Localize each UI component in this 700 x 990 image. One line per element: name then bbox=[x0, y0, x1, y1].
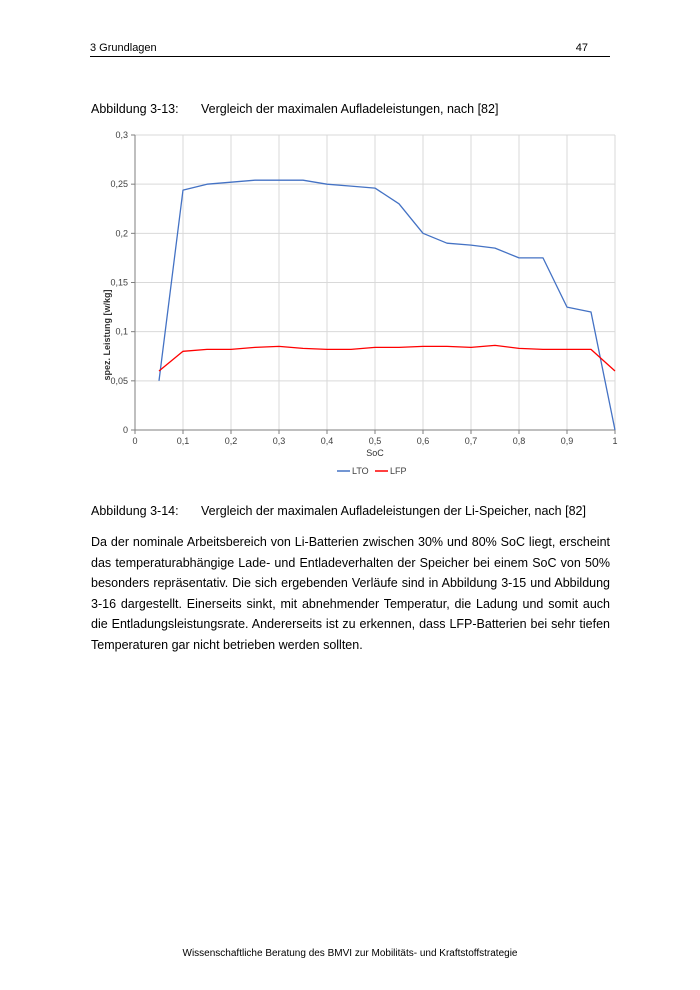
figure-caption-3-14 bbox=[91, 504, 586, 518]
page-footer: Wissenschaftliche Beratung des BMVI zur Mobilitäts- und Kraftstoffstrategie bbox=[182, 948, 518, 959]
y-tick-label: 0,15 bbox=[110, 277, 128, 288]
x-tick-label: 1 bbox=[612, 436, 618, 446]
series-line-lto bbox=[159, 180, 615, 430]
legend-label-lto: LTO bbox=[352, 466, 369, 476]
figure-caption-3-13 bbox=[91, 102, 498, 116]
figure-number: Abbildung 3-14: bbox=[91, 504, 179, 518]
x-tick-label: 0 bbox=[132, 436, 138, 446]
x-tick-label: 0,6 bbox=[416, 436, 430, 446]
figure-title: Vergleich der maximalen Aufladeleistungen, nach [82] bbox=[201, 102, 499, 116]
y-tick-label: 0,1 bbox=[115, 326, 128, 337]
page-number: 47 bbox=[575, 42, 588, 54]
x-tick-label: 0,7 bbox=[464, 436, 478, 446]
x-tick-label: 0,1 bbox=[176, 436, 190, 446]
x-tick-label: 0,8 bbox=[512, 436, 526, 446]
chart-axes bbox=[110, 130, 617, 446]
series-line-lfp bbox=[159, 345, 615, 371]
chart-series bbox=[159, 180, 615, 430]
figure-title: Vergleich der maximalen Aufladeleistungen der Li-Speicher, nach [82] bbox=[201, 504, 586, 518]
x-axis-label: SoC bbox=[366, 448, 384, 458]
y-tick-label: 0,05 bbox=[110, 375, 128, 386]
legend-label-lfp: LFP bbox=[390, 466, 407, 476]
y-tick-label: 0 bbox=[122, 425, 128, 435]
page-header bbox=[90, 42, 610, 57]
x-tick-label: 0,5 bbox=[368, 436, 382, 446]
x-tick-label: 0,2 bbox=[224, 436, 238, 446]
line-chart bbox=[90, 124, 630, 484]
chart-legend bbox=[337, 466, 407, 476]
x-tick-label: 0,3 bbox=[272, 436, 286, 446]
y-tick-label: 0,3 bbox=[115, 130, 128, 140]
y-tick-label: 0,25 bbox=[110, 179, 128, 190]
figure-number: Abbildung 3-13: bbox=[91, 102, 179, 116]
y-tick-label: 0,2 bbox=[115, 228, 128, 239]
chart-grid bbox=[135, 135, 615, 430]
y-axis-label: spez. Leistung [w/kg] bbox=[102, 289, 112, 381]
x-tick-label: 0,9 bbox=[560, 436, 574, 446]
body-paragraph: Da der nominale Arbeitsbereich von Li-Batterien zwischen 30% und 80% SoC liegt, erscheint das temperaturabhängige Lade- und Entladeverhalten der Speicher bei einem SoC von 50% besonders repräsentativ. Die sich ergebenden Verläufe sind in Abbildung 3-15 und Abbildung 3-16 dargestellt. Einerseits sinkt, mit abnehmender Temperatur, die Ladung und somit auch die Entladungsleistungsrate. Andererseits ist zu erkennen, dass LFP-Batterien bei sehr tiefen Temperaturen gar nicht betrieben werden sollten. bbox=[91, 535, 610, 652]
x-tick-label: 0,4 bbox=[320, 436, 334, 446]
section-title: 3 Grundlagen bbox=[90, 42, 157, 54]
